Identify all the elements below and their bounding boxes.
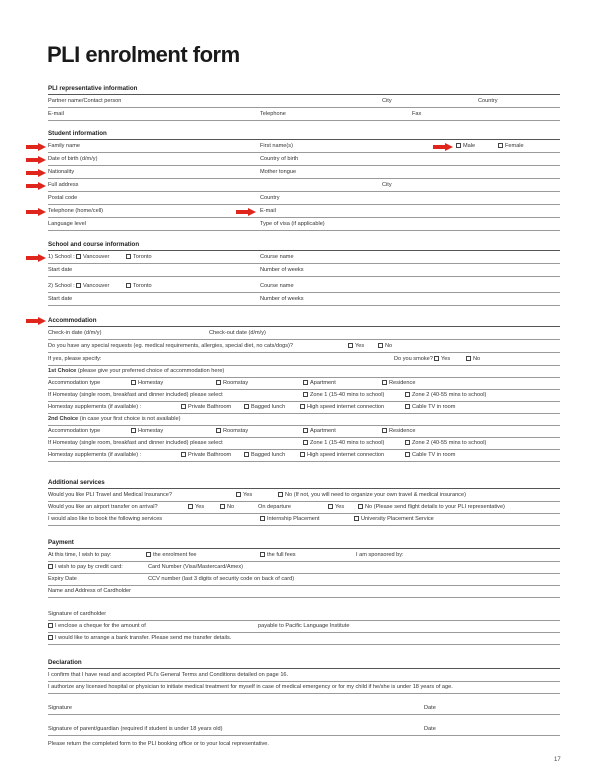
second-homestay-option[interactable]: Homestay (131, 426, 163, 436)
parent-signature-field[interactable]: Signature of parent/guardian (required if student is under 18 years old) (48, 726, 223, 732)
red-arrow-icon (236, 208, 256, 216)
student-row-3 (48, 167, 560, 179)
parent-signature-row (48, 724, 560, 736)
red-arrow-icon (26, 182, 46, 190)
first-tv-option[interactable]: Cable TV in room (405, 402, 455, 412)
services-row (48, 514, 560, 526)
female-checkbox[interactable] (498, 143, 503, 148)
departure-yes-checkbox[interactable] (328, 504, 333, 509)
insurance-yes-option[interactable]: Yes (236, 490, 252, 500)
second-tv-checkbox[interactable] (405, 452, 410, 457)
first-bathroom-checkbox[interactable] (181, 404, 186, 409)
sponsored-field[interactable]: I am sponsored by: (356, 552, 404, 558)
start-date-2-field[interactable]: Start date (48, 296, 73, 302)
start-date-1-field[interactable]: Start date (48, 267, 73, 273)
male-checkbox[interactable] (456, 143, 461, 148)
nationality-field[interactable]: Nationality (48, 169, 75, 175)
first-residence-option[interactable]: Residence (382, 378, 415, 388)
signature-cardholder-field[interactable]: Signature of cardholder (48, 611, 107, 617)
insurance-question: Would you like PLI Travel and Medical Insurance? (48, 492, 172, 498)
male-option[interactable]: Male (456, 141, 475, 151)
student-row-1 (48, 141, 560, 153)
university-option[interactable]: University Placement Service (354, 514, 434, 524)
insurance-no-option[interactable]: No (If not, you will need to organize your own travel & medical insurance) (278, 490, 466, 500)
first-roomstay-checkbox[interactable] (216, 380, 221, 385)
signature-row (48, 703, 560, 715)
second-lunch-checkbox[interactable] (244, 452, 249, 457)
enrolment-fee-option[interactable]: the enrolment fee (146, 550, 197, 560)
departure-label: On departure (258, 504, 291, 510)
section-heading-representative: PLI representative information (48, 85, 138, 92)
school-1-toronto-checkbox[interactable] (126, 254, 131, 259)
school-1-vancouver-checkbox[interactable] (76, 254, 81, 259)
second-internet-option[interactable]: High speed internet connection (300, 450, 384, 460)
signature-date-field[interactable]: Date (424, 705, 436, 711)
weeks-2-field[interactable]: Number of weeks (260, 296, 304, 302)
rep-city-field[interactable]: City (382, 98, 392, 104)
language-level-field[interactable]: Language level (48, 221, 86, 227)
payable-label: payable to Pacific Language Institute (258, 623, 350, 629)
second-zone1-checkbox[interactable] (303, 440, 308, 445)
first-choice-label: 1st Choice (please give your preferred choice of accommodation here) (48, 368, 225, 374)
student-row-6 (48, 206, 560, 218)
rep-fax-field[interactable]: Fax (412, 111, 422, 117)
cheque-row (48, 621, 560, 633)
arrival-yes-checkbox[interactable] (188, 504, 193, 509)
first-residence-checkbox[interactable] (382, 380, 387, 385)
smoke-yes-option[interactable]: Yes (434, 354, 450, 364)
second-choice-label: 2nd Choice (in case your first choice is not available) (48, 416, 181, 422)
book-services-label: I would also like to book the following services (48, 516, 163, 522)
first-zone-row (48, 390, 560, 402)
smoke-question: Do you smoke? (394, 356, 433, 362)
visa-type-field[interactable]: Type of visa (if applicable) (260, 221, 325, 227)
section-heading-school: School and course information (48, 241, 140, 248)
accom-type-label-1: Accommodation type (48, 380, 101, 386)
insurance-no-checkbox[interactable] (278, 492, 283, 497)
pay-row (48, 550, 560, 562)
pay-label: At this time, I wish to pay: (48, 552, 112, 558)
parent-date-field[interactable]: Date (424, 726, 436, 732)
school-2-label: 2) School : (48, 283, 75, 289)
student-telephone-field[interactable]: Telephone (home/cell) (48, 208, 104, 214)
first-homestay-checkbox[interactable] (131, 380, 136, 385)
mother-tongue-field[interactable]: Mother tongue (260, 169, 297, 175)
internship-checkbox[interactable] (260, 516, 265, 521)
student-row-7 (48, 219, 560, 231)
school-row-3 (48, 281, 560, 293)
first-bathroom-option[interactable]: Private Bathroom (181, 402, 231, 412)
first-zone2-checkbox[interactable] (405, 392, 410, 397)
special-yes-checkbox[interactable] (348, 343, 353, 348)
special-requests-question: Do you have any special requests (eg. medical requirements, allergies, special diet, no cats/dogs)? (48, 343, 294, 349)
school-2-vancouver-option[interactable]: Vancouver (76, 281, 109, 291)
first-roomstay-option[interactable]: Roomstay (216, 378, 248, 388)
country-of-birth-field[interactable]: Country of birth (260, 156, 299, 162)
second-roomstay-option[interactable]: Roomstay (216, 426, 248, 436)
school-1-toronto-option[interactable]: Toronto (126, 252, 152, 262)
special-no-option[interactable]: No (378, 341, 392, 351)
second-bathroom-option[interactable]: Private Bathroom (181, 450, 231, 460)
rep-country-field[interactable]: Country (478, 98, 498, 104)
cheque-option[interactable]: I enclose a cheque for the amount of (48, 621, 146, 631)
checkin-date-field[interactable]: Check-in date (d/m/y) (48, 330, 102, 336)
second-supplements-row (48, 450, 560, 462)
insurance-yes-checkbox[interactable] (236, 492, 241, 497)
full-address-field[interactable]: Full address (48, 182, 79, 188)
student-row-2 (48, 154, 560, 166)
first-choice-type-row (48, 378, 560, 390)
first-zone1-checkbox[interactable] (303, 392, 308, 397)
section-heading-declaration: Declaration (48, 659, 82, 666)
red-arrow-icon (433, 143, 453, 151)
first-apartment-option[interactable]: Apartment (303, 378, 336, 388)
if-homestay-label-2: If Homestay (single room, breakfast and dinner included) please select (48, 440, 223, 446)
first-internet-checkbox[interactable] (300, 404, 305, 409)
second-apartment-option[interactable]: Apartment (303, 426, 336, 436)
first-lunch-option[interactable]: Bagged lunch (244, 402, 285, 412)
confirm-text: I confirm that I have read and accepted PLI's General Terms and Conditions detailed on page 16. (48, 672, 289, 678)
second-zone1-option[interactable]: Zone 1 (15-40 mins to school) (303, 438, 384, 448)
female-option[interactable]: Female (498, 141, 524, 151)
supplements-label-1: Homestay supplements (if available) : (48, 404, 142, 410)
first-zone1-option[interactable]: Zone 1 (15-40 mins to school) (303, 390, 384, 400)
school-row-1 (48, 252, 560, 264)
authorize-row (48, 682, 560, 694)
accom-row-2 (48, 341, 560, 353)
second-zone-row (48, 438, 560, 450)
smoke-no-option[interactable]: No (466, 354, 480, 364)
cardholder-field[interactable]: Name and Address of Cardholder (48, 588, 132, 594)
second-lunch-option[interactable]: Bagged lunch (244, 450, 285, 460)
section-heading-accommodation: Accommodation (48, 317, 97, 324)
expiry-row (48, 574, 560, 586)
internship-option[interactable]: Internship Placement (260, 514, 320, 524)
dob-field[interactable]: Date of birth (d/m/y) (48, 156, 98, 162)
first-homestay-option[interactable]: Homestay (131, 378, 163, 388)
full-fees-checkbox[interactable] (260, 552, 265, 557)
second-zone2-checkbox[interactable] (405, 440, 410, 445)
second-choice-row (48, 414, 560, 426)
first-tv-checkbox[interactable] (405, 404, 410, 409)
checkout-date-field[interactable]: Check-out date (d/m/y) (209, 330, 266, 336)
student-row-4 (48, 180, 560, 192)
transfer-question: Would you like an airport transfer on arrival? (48, 504, 158, 510)
second-apartment-checkbox[interactable] (303, 428, 308, 433)
arrival-yes-option[interactable]: Yes (188, 502, 204, 512)
school-1-label: 1) School : (48, 254, 75, 260)
departure-no-checkbox[interactable] (358, 504, 363, 509)
first-internet-option[interactable]: High speed internet connection (300, 402, 384, 412)
full-fees-option[interactable]: the full fees (260, 550, 296, 560)
section-heading-payment: Payment (48, 539, 74, 546)
bank-transfer-checkbox[interactable] (48, 635, 53, 640)
second-residence-option[interactable]: Residence (382, 426, 415, 436)
section-heading-additional: Additional services (48, 479, 105, 486)
departure-no-option[interactable]: No (Please send flight details to your PLI representative) (358, 502, 505, 512)
partner-field[interactable]: Partner name/Contact person (48, 98, 122, 104)
cheque-checkbox[interactable] (48, 623, 53, 628)
page-title: PLI enrolment form (47, 42, 240, 67)
student-row-5 (48, 193, 560, 205)
cardholder-row (48, 586, 560, 598)
second-zone2-option[interactable]: Zone 2 (40-55 mins to school) (405, 438, 486, 448)
family-name-field[interactable]: Family name (48, 143, 81, 149)
first-lunch-checkbox[interactable] (244, 404, 249, 409)
second-choice-type-row (48, 426, 560, 438)
second-roomstay-checkbox[interactable] (216, 428, 221, 433)
red-arrow-icon (26, 208, 46, 216)
school-2-toronto-option[interactable]: Toronto (126, 281, 152, 291)
first-names-field[interactable]: First name(s) (260, 143, 293, 149)
arrival-no-checkbox[interactable] (220, 504, 225, 509)
school-2-vancouver-checkbox[interactable] (76, 283, 81, 288)
rep-row-1 (48, 96, 560, 108)
special-yes-option[interactable]: Yes (348, 341, 364, 351)
smoke-no-checkbox[interactable] (466, 356, 471, 361)
smoke-yes-checkbox[interactable] (434, 356, 439, 361)
bank-transfer-option[interactable]: I would like to arrange a bank transfer. Please send me transfer details. (48, 633, 231, 643)
confirm-row (48, 670, 560, 682)
special-no-checkbox[interactable] (378, 343, 383, 348)
second-tv-option[interactable]: Cable TV in room (405, 450, 455, 460)
credit-card-checkbox[interactable] (48, 564, 53, 569)
credit-row (48, 562, 560, 574)
accom-type-label-2: Accommodation type (48, 428, 101, 434)
first-choice-row (48, 366, 560, 378)
first-apartment-checkbox[interactable] (303, 380, 308, 385)
arrival-no-option[interactable]: No (220, 502, 234, 512)
second-homestay-checkbox[interactable] (131, 428, 136, 433)
student-email-field[interactable]: E-mail (260, 208, 276, 214)
weeks-1-field[interactable]: Number of weeks (260, 267, 304, 273)
red-arrow-icon (26, 317, 46, 325)
ccv-field[interactable]: CCV number (last 3 digits of security code on back of card) (148, 576, 295, 582)
second-bathroom-checkbox[interactable] (181, 452, 186, 457)
rep-email-field[interactable]: E-mail (48, 111, 64, 117)
enrolment-fee-checkbox[interactable] (146, 552, 151, 557)
supplements-label-2: Homestay supplements (if available) : (48, 452, 142, 458)
if-homestay-label-1: If Homestay (single room, breakfast and dinner included) please select (48, 392, 223, 398)
signature-field[interactable]: Signature (48, 705, 72, 711)
authorize-text: I authorize any licensed hospital or physician to initiate medical treatment for myself in case of medical emergency or for my child if he/she is under 18 years of age. (48, 684, 453, 690)
school-1-vancouver-option[interactable]: Vancouver (76, 252, 109, 262)
departure-yes-option[interactable]: Yes (328, 502, 344, 512)
second-residence-checkbox[interactable] (382, 428, 387, 433)
university-checkbox[interactable] (354, 516, 359, 521)
accom-row-3 (48, 354, 560, 366)
bank-row (48, 633, 560, 645)
student-city-field[interactable]: City (382, 182, 392, 188)
first-supplements-row (48, 402, 560, 414)
credit-card-option[interactable]: I wish to pay by credit card: (48, 562, 123, 572)
return-note: Please return the completed form to the PLI booking office or to your local representative. (48, 741, 269, 747)
transfer-row (48, 502, 560, 514)
school-2-toronto-checkbox[interactable] (126, 283, 131, 288)
red-arrow-icon (26, 143, 46, 151)
accom-row-1 (48, 328, 560, 340)
specify-field[interactable]: If yes, please specify: (48, 356, 102, 362)
red-arrow-icon (26, 156, 46, 164)
insurance-row (48, 490, 560, 502)
signature-cardholder-row (48, 609, 560, 621)
expiry-date-field[interactable]: Expiry Date (48, 576, 77, 582)
rep-row-2 (48, 109, 560, 121)
rep-telephone-field[interactable]: Telephone (260, 111, 286, 117)
second-internet-checkbox[interactable] (300, 452, 305, 457)
first-zone2-option[interactable]: Zone 2 (40-55 mins to school) (405, 390, 486, 400)
course-name-1-field[interactable]: Course name (260, 254, 294, 260)
school-row-2 (48, 265, 560, 277)
page-number: 17 (554, 757, 561, 763)
red-arrow-icon (26, 169, 46, 177)
red-arrow-icon (26, 254, 46, 262)
course-name-2-field[interactable]: Course name (260, 283, 294, 289)
school-row-4 (48, 294, 560, 306)
postal-code-field[interactable]: Postal code (48, 195, 78, 201)
section-heading-student: Student information (48, 130, 107, 137)
card-number-field[interactable]: Card Number (Visa/Mastercard/Amex) (148, 564, 244, 570)
student-country-field[interactable]: Country (260, 195, 280, 201)
